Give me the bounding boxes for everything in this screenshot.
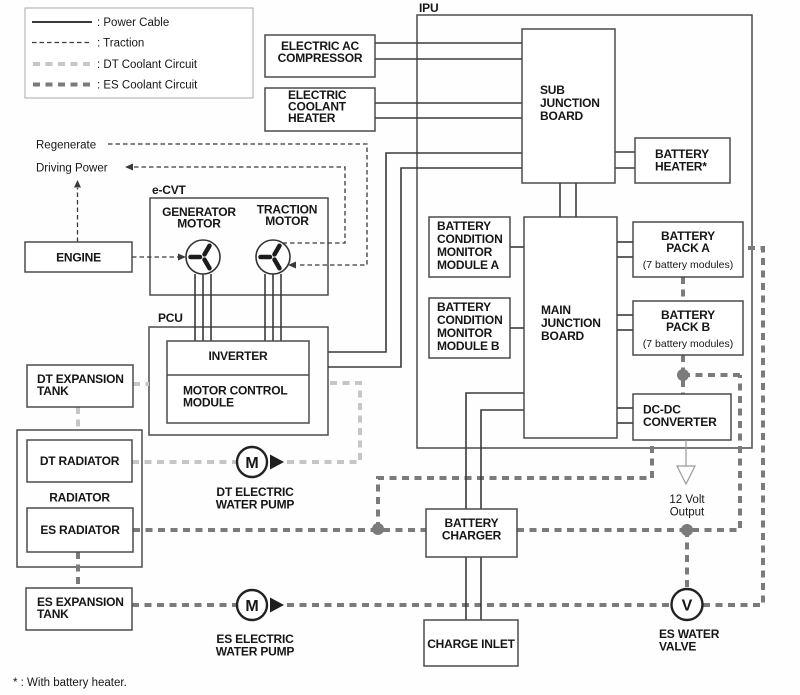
- battery-heater-label-1: BATTERY: [655, 147, 709, 161]
- pcu-label: PCU: [158, 311, 183, 325]
- pack-a-label-1: BATTERY: [661, 229, 715, 243]
- charge-inlet-label: CHARGE INLET: [427, 637, 515, 651]
- traction-motor-label-2: MOTOR: [265, 214, 309, 228]
- es-radiator-label: ES RADIATOR: [40, 523, 120, 537]
- bcm-b-label-1: BATTERY: [437, 300, 491, 314]
- es-pump-label-2: WATER PUMP: [215, 644, 295, 659]
- es-water-pump-icon: [237, 590, 284, 620]
- footnote: * : With battery heater.: [13, 677, 127, 689]
- es-pump-flow-arrow-icon: [270, 598, 284, 613]
- twelve-volt-label-line2: Output: [669, 506, 705, 519]
- coolant-heater-label-1: ELECTRIC: [288, 88, 347, 102]
- es-valve-label-1: ES WATER: [659, 627, 720, 641]
- mjb-label-3: BOARD: [541, 329, 584, 343]
- bcm-b-label-3: MONITOR: [437, 326, 493, 340]
- es-valve-letter: V: [681, 597, 693, 615]
- dcdc-label-2: CONVERTER: [643, 415, 717, 429]
- bcm-b-label-4: MODULE B: [437, 339, 500, 353]
- sjb-label-2: JUNCTION: [540, 96, 600, 110]
- generator-motor-icon: [186, 240, 220, 274]
- mjb-label-1: MAIN: [541, 303, 571, 317]
- bcm-a-label-3: MONITOR: [437, 245, 493, 259]
- pack-b-label-2: PACK B: [666, 320, 710, 334]
- ipu-label: IPU: [419, 1, 439, 15]
- bcm-a-label-1: BATTERY: [437, 219, 491, 233]
- engine-label: ENGINE: [56, 250, 101, 265]
- dt-pump-flow-arrow-icon: [270, 455, 284, 470]
- es-junction-dot-valve: [681, 524, 693, 536]
- cable-mjb-to-charger-2: [481, 410, 524, 509]
- pack-a-label-2: PACK A: [666, 241, 710, 255]
- pack-b-subtitle: (7 battery modules): [642, 338, 734, 350]
- sjb-label-3: BOARD: [540, 109, 583, 123]
- traction-motor-icon: [256, 240, 290, 274]
- legend-label-traction: : Traction: [97, 37, 145, 50]
- mcm-label-1: MOTOR CONTROL: [183, 383, 288, 398]
- battery-heater-label-2: HEATER*: [655, 159, 707, 174]
- inverter-label: INVERTER: [208, 349, 268, 363]
- coolant-heater-label-2: COOLANT: [288, 99, 346, 114]
- bcm-a-label-2: CONDITION: [437, 232, 503, 246]
- dt-radiator-label: DT RADIATOR: [39, 454, 120, 468]
- twelve-volt-label-line1: 12 Volt: [669, 494, 705, 506]
- dt-tank-label-2: TANK: [37, 384, 69, 398]
- es-tank-label-2: TANK: [37, 607, 69, 621]
- twelve-volt-arrowhead-icon: [677, 466, 695, 484]
- battery-charger-label-1: BATTERY: [444, 516, 499, 530]
- coolant-heater-label-3: HEATER: [288, 111, 336, 125]
- dt-tank-label-1: DT EXPANSION: [37, 372, 124, 386]
- sjb-label-1: SUB: [540, 83, 565, 97]
- bcm-a-label-4: MODULE A: [437, 258, 499, 272]
- arrow-up-driving-power: [74, 180, 81, 188]
- container-boxes: [17, 8, 752, 567]
- ecvt-label: e-CVT: [152, 183, 186, 197]
- dt-water-pump-icon: [237, 447, 284, 477]
- ac-compressor-label-2: COMPRESSOR: [277, 51, 363, 65]
- es-pump-letter: M: [245, 598, 259, 615]
- dcdc-label-1: DC-DC: [643, 402, 681, 417]
- arrow-into-generator: [178, 254, 186, 261]
- mcm-label-2: MODULE: [183, 395, 234, 410]
- pack-a-subtitle: (7 battery modules): [642, 259, 734, 271]
- regenerate-label: Regenerate: [36, 139, 97, 152]
- arrow-left-driving-power: [125, 164, 133, 171]
- legend-label-power-cable: : Power Cable: [97, 17, 170, 29]
- legend-label-es-coolant: : ES Coolant Circuit: [97, 79, 198, 92]
- twelve-volt-output-arrow: [677, 440, 695, 484]
- generator-motor-label-1: GENERATOR: [162, 205, 236, 219]
- component-boxes: [25, 29, 743, 666]
- es-tank-label-1: ES EXPANSION: [37, 595, 124, 609]
- bcm-b-label-2: CONDITION: [437, 313, 503, 327]
- es-valve-label-2: VALVE: [659, 639, 697, 654]
- es-junction-dot-charger: [372, 523, 384, 535]
- legend-label-dt-coolant: : DT Coolant Circuit: [97, 59, 198, 71]
- es-pump-label-1: ES ELECTRIC: [216, 632, 294, 646]
- es-water-valve-icon: [672, 589, 703, 620]
- dt-pump-label-1: DT ELECTRIC: [216, 485, 294, 499]
- es-junction-dot-packs: [677, 369, 689, 381]
- generator-motor-label-2: MOTOR: [177, 216, 221, 231]
- traction-motor-label-1: TRACTION: [256, 202, 318, 217]
- mjb-label-2: JUNCTION: [541, 316, 601, 330]
- driving-power-label: Driving Power: [36, 162, 108, 175]
- dt-pump-letter: M: [245, 455, 259, 472]
- pack-b-label-1: BATTERY: [661, 308, 715, 322]
- ac-compressor-label-1: ELECTRIC AC: [280, 39, 360, 53]
- radiator-label: RADIATOR: [49, 490, 110, 505]
- battery-charger-label-2: CHARGER: [441, 528, 502, 543]
- dt-pump-label-2: WATER PUMP: [215, 497, 295, 512]
